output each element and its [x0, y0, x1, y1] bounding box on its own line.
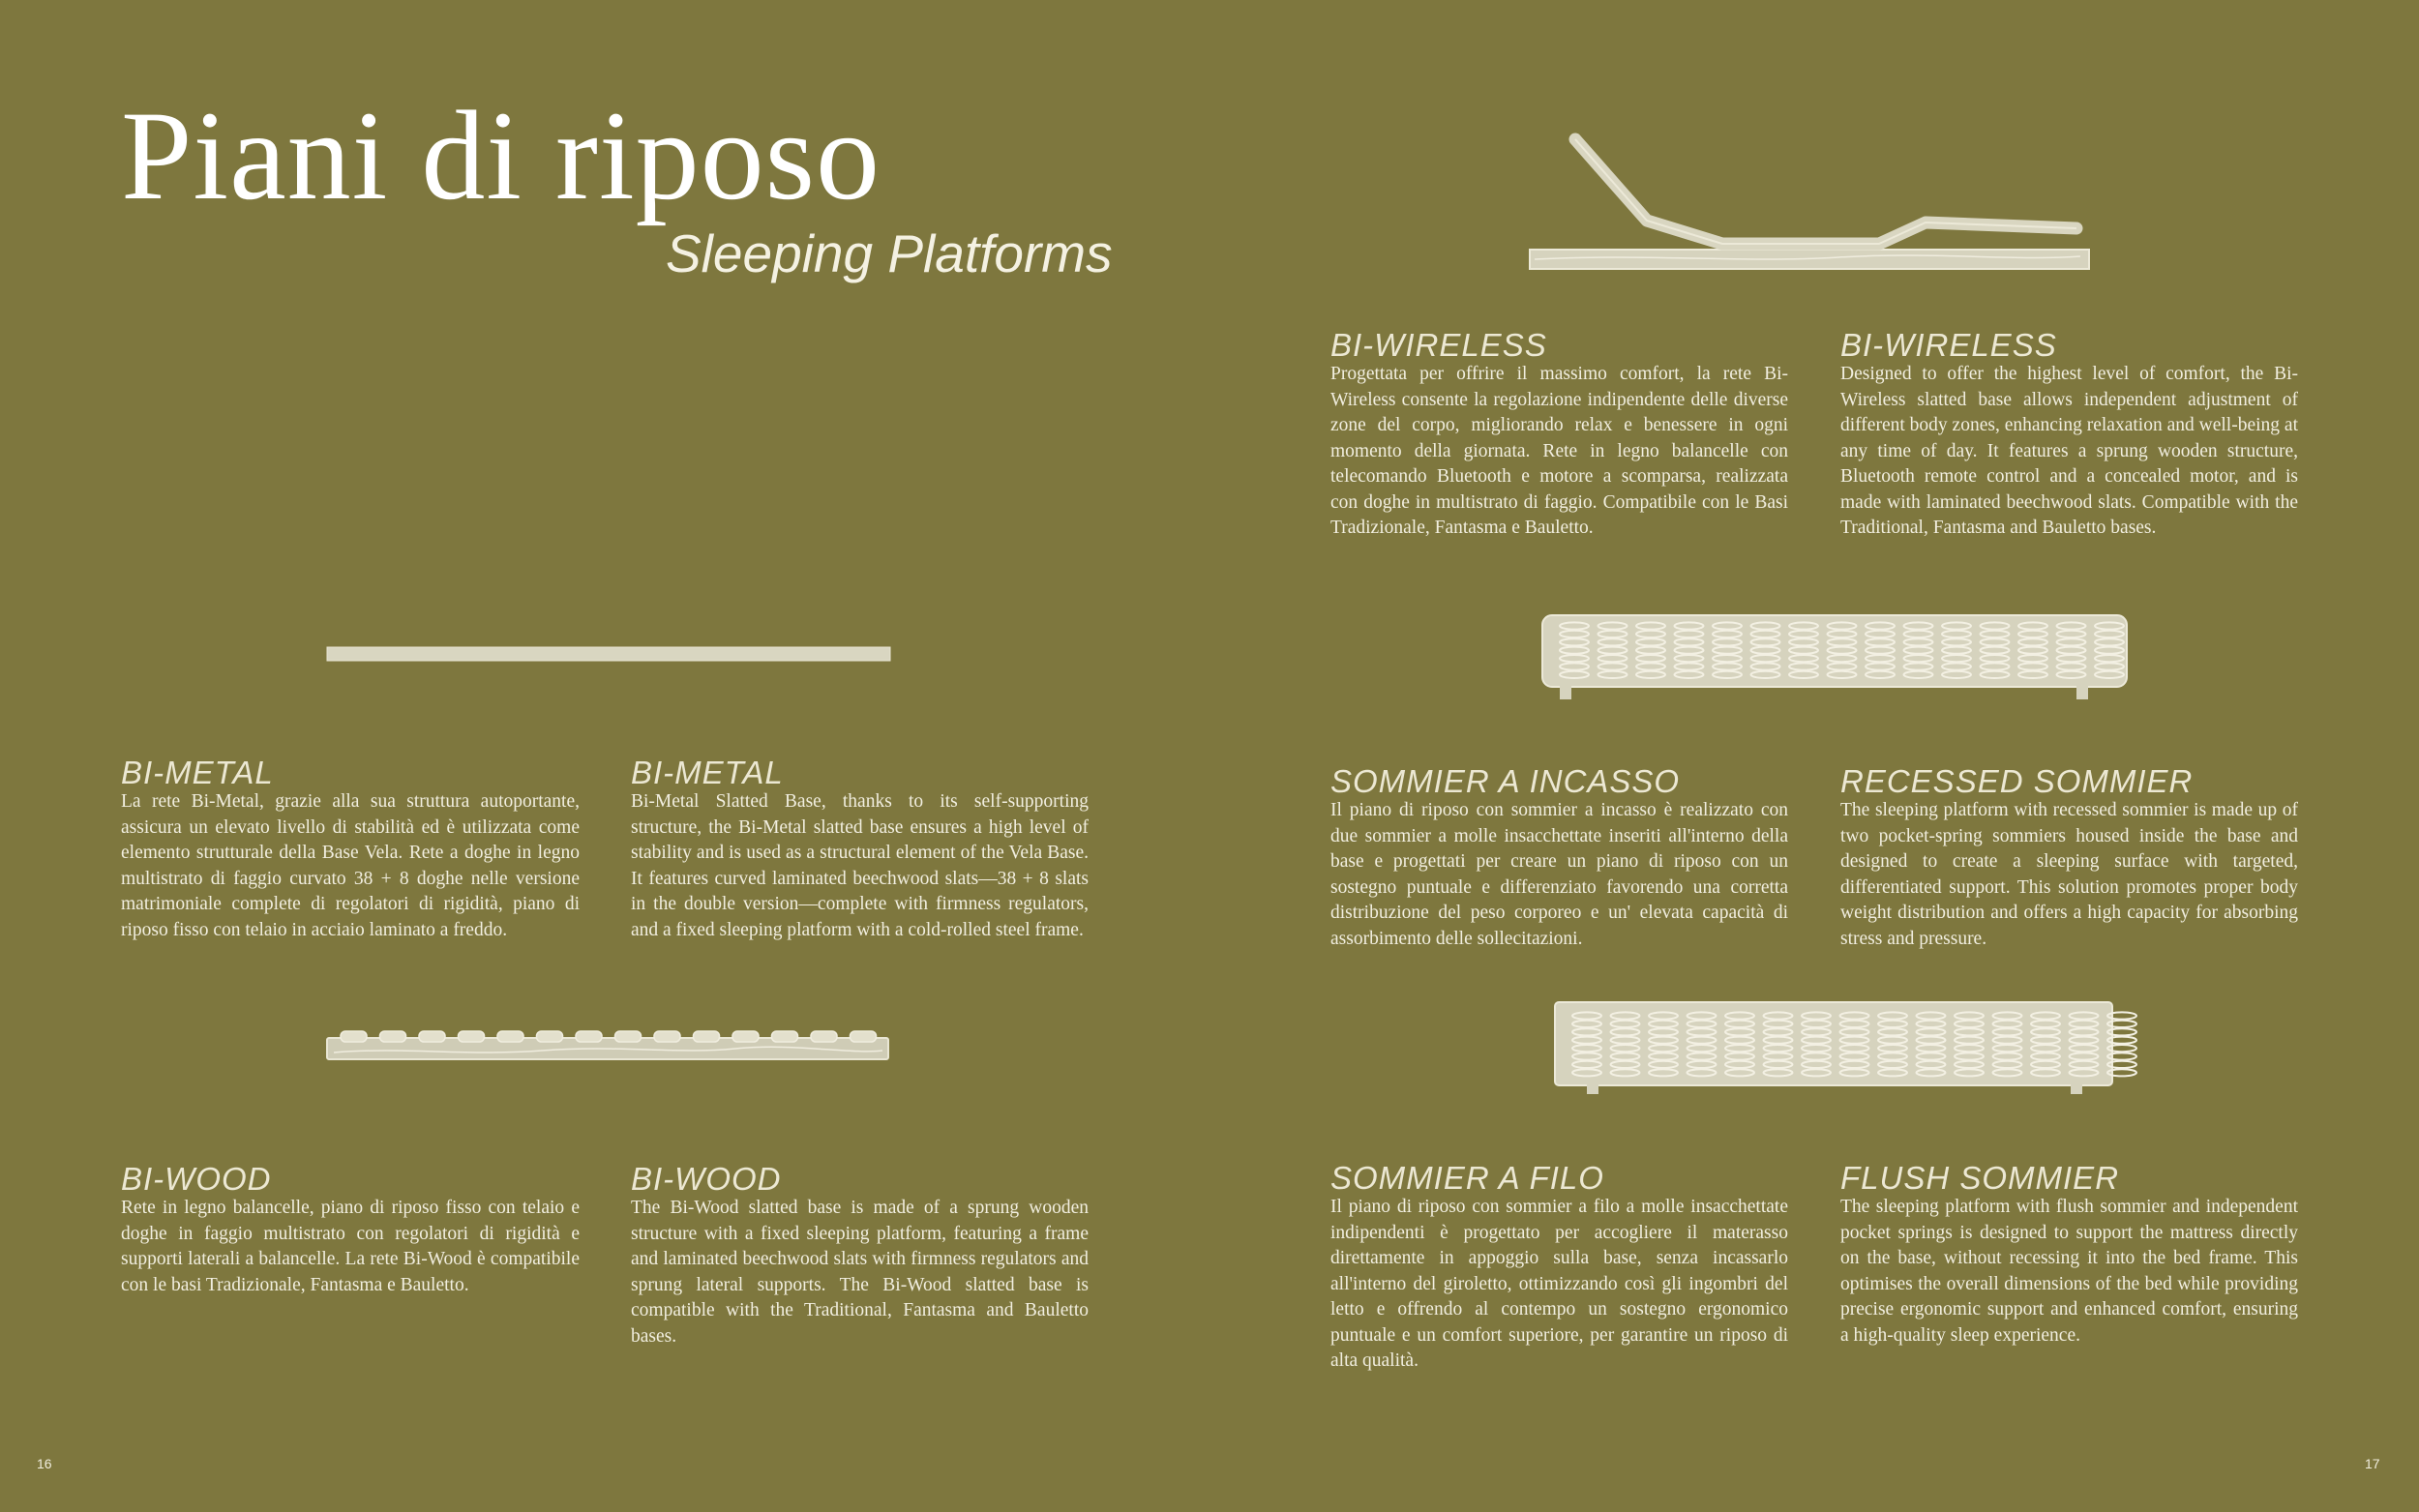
biwood-en-text: The Bi-Wood slatted base is made of a sprung wooden structure with a fixed sleeping platform, featuring a frame and laminated beechwood slats with firmness regulators and sprung lateral supports. The Bi-Wood slatted base is compatible with the Traditional, Fantasma and Bauletto bases. [631, 1198, 1089, 1347]
page-number-right: 17 [2365, 1456, 2380, 1471]
incasso-it-heading: SOMMIER A INCASSO [1330, 763, 1681, 799]
biwood-en-heading: BI-WOOD [631, 1161, 782, 1197]
filo-en-heading: FLUSH SOMMIER [1840, 1160, 2120, 1196]
filo-it-text: Il piano di riposo con sommier a filo a molle insacchettate indipendenti è progettato per accogliere il materasso direttamente in appoggio sulla base, senza incassarlo all'interno del giroletto, ottimizzando così gli ingombri del letto e offrendo al contempo un sostegno ergonomico puntuale e un comfort superiore, per garantire un riposo di alta qualità. [1330, 1197, 1788, 1371]
filo-it-heading: SOMMIER A FILO [1330, 1160, 1604, 1196]
filo-sommier-illustration [0, 0, 1, 1]
biwireless-it-text: Progettata per offrire il massimo comfort, la rete Bi-Wireless consente la regolazione indipendente delle diverse zone del corpo, migliorando relax e benessere in ogni momento della giornata. Rete in legno balancelle con telecomando Bluetooth e motore a scomparsa, realizzata con doghe in multistrato di faggio. Compatibile con le Basi Tradizionale, Fantasma e Bauletto. [1330, 364, 1788, 538]
bimetal-en-text: Bi-Metal Slatted Base, thanks to its self-supporting structure, the Bi-Metal slatted base ensures a high level of stability and is used as a structural element of the Vela Base. It features curved laminated beechwood slats—38 + 8 slats in the double version—complete with firmness regulators, and a fixed sleeping platform with a cold-rolled steel frame. [631, 791, 1089, 940]
incasso-it-text: Il piano di riposo con sommier a incasso è realizzato con due sommier a molle insacchettate inseriti all'interno della base e progettati per creare un piano di riposo con un sostegno puntuale e differenziato favorendo una corretta distribuzione del peso corporeo e un' elevata capacità di assorbimento delle sollecitazioni. [1330, 800, 1788, 949]
bimetal-it-heading: BI-METAL [121, 755, 274, 790]
biwood-it-heading: BI-WOOD [121, 1161, 272, 1197]
bimetal-it-text: La rete Bi-Metal, grazie alla sua struttura autoportante, assicura un elevato livello di stabilità ed è utilizzata come elemento strutturale della Base Vela. Rete a doghe in legno multistrato di faggio curvato 38 + 8 doghe nelle versione matrimoniale complete di regolatori di rigidità, piano di riposo fisso con telaio in acciaio laminato a freddo. [121, 791, 580, 940]
biwireless-it-heading: BI-WIRELESS [1330, 327, 1547, 363]
page-number-left: 16 [37, 1456, 52, 1471]
page-subtitle: Sleeping Platforms [666, 223, 1113, 283]
biwireless-en-text: Designed to offer the highest level of comfort, the Bi-Wireless slatted base allows independent adjustment of different body zones, enhancing relaxation and well-being at any time of day. It features a sprung wooden structure, Bluetooth remote control and a concealed motor, and is made with laminated beechwood slats. Compatible with the Traditional, Fantasma and Bauletto bases. [1840, 364, 2298, 538]
page-title: Piani di riposo [121, 84, 881, 226]
incasso-en-heading: RECESSED SOMMIER [1840, 763, 2194, 799]
biwood-it-text: Rete in legno balancelle, piano di riposo fisso con telaio e doghe in faggio multistrato con regolatori di rigidità e supporti laterali a balancelle. La rete Bi-Wood è compatibile con le basi Tradizionale, Fantasma e Bauletto. [121, 1198, 580, 1295]
incasso-en-text: The sleeping platform with recessed sommier is made up of two pocket-spring sommiers housed inside the base and designed to create a sleeping surface with targeted, differentiated support. This solution promotes proper body weight distribution and offers a high capacity for absorbing stress and pressure. [1840, 800, 2298, 949]
filo-en-text: The sleeping platform with flush sommier and independent pocket springs is designed to support the mattress directly on the base, without recessing it into the bed frame. This optimises the overall dimensions of the bed while providing precise ergonomic support and enhanced comfort, ensuring a high-quality sleep experience. [1840, 1197, 2298, 1346]
biwireless-en-heading: BI-WIRELESS [1840, 327, 2057, 363]
bimetal-en-heading: BI-METAL [631, 755, 784, 790]
